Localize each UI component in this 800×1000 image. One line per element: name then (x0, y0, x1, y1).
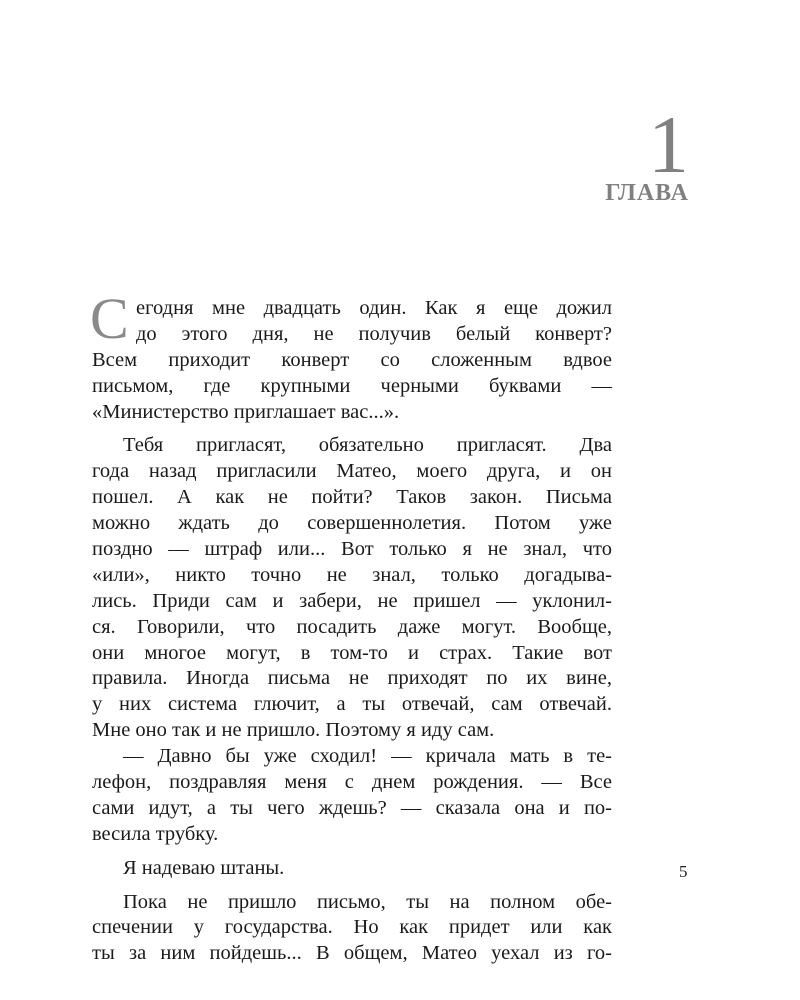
text-line: пошел. А как не пойти? Таков закон. Письма (92, 486, 612, 509)
text-line: у них система глючит, а ты отвечай, сам отвечай. (92, 693, 612, 716)
page-number: 5 (679, 862, 688, 881)
text-line: можно ждать до совершеннолетия. Потом уже (92, 512, 612, 535)
text-line: Тебя пригласят, обязательно пригласят. Два (123, 434, 612, 457)
text-line: правила. Иногда письма не приходят по их вине, (92, 667, 612, 690)
text-line: письмом, где крупными черными буквами — (92, 374, 612, 397)
text-line: лефон, поздравляя меня с днем рождения. — Все (92, 771, 612, 794)
chapter-number: 1 (648, 99, 689, 190)
text-line: «или», никто точно не знал, только догадыва- (92, 563, 612, 586)
drop-cap: С (90, 286, 129, 351)
text-line: до этого дня, не получив белый конверт? (136, 322, 612, 345)
paragraph (92, 296, 612, 425)
paragraph (92, 890, 612, 968)
chapter-label: ГЛАВА (605, 180, 689, 206)
text-line: лись. Приди сам и забери, не пришел — уклонил- (92, 589, 612, 612)
text-line: ты за ним пойдешь... В общем, Матео уехал из го- (92, 942, 612, 965)
text-line: весила трубку. (92, 822, 219, 845)
paragraph (92, 433, 612, 744)
text-line: сами идут, а ты чего ждешь? — сказала она и по- (92, 796, 612, 819)
text-line: ся. Говорили, что посадить даже могут. Вообще, (92, 615, 612, 638)
text-line: спечении у государства. Но как придет или как (92, 916, 612, 939)
text-line: поздно — штраф или... Вот только я не знал, что (92, 538, 612, 561)
text-line: года назад пригласили Матео, моего друга, и он (92, 460, 612, 483)
paragraph (92, 744, 612, 848)
text-line: они многое могут, в том-то и страх. Такие вот (92, 641, 612, 664)
text-line: Всем приходит конверт со сложенным вдвое (92, 348, 612, 371)
text-line: егодня мне двадцать один. Как я еще дожил (136, 297, 612, 319)
text-line: Пока не пришло письмо, ты на полном обе- (123, 890, 612, 913)
text-line: Мне оно так и не пришло. Поэтому я иду сам. (92, 719, 495, 742)
paragraph (92, 856, 612, 882)
text-line: Я надеваю штаны. (123, 856, 285, 879)
text-line: «Министерство приглашает вас...». (92, 400, 400, 423)
chapter-body (90, 286, 612, 967)
text-line: — Давно бы уже сходил! — кричала мать в те- (123, 745, 612, 768)
